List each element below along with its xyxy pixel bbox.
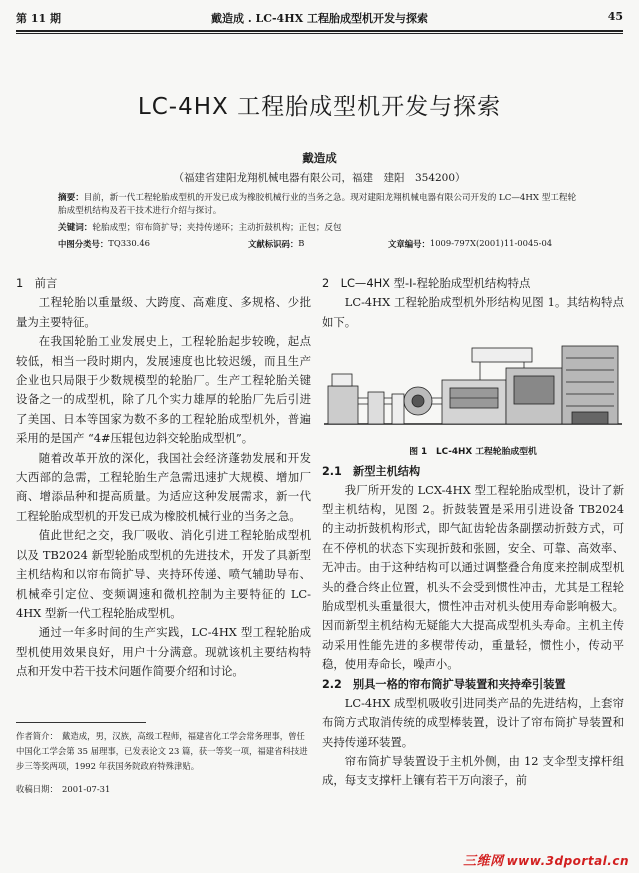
author-affiliation: （福建省建阳龙翔机械电器有限公司，福建 建阳 354200） bbox=[173, 172, 466, 184]
header-rule-thick bbox=[16, 30, 623, 32]
watermark-cn: 三维网 bbox=[463, 854, 504, 869]
keywords bbox=[58, 222, 578, 235]
doc-code-label: 文献标识码： bbox=[248, 239, 299, 249]
subsection-2-1-heading: 2.1 新型主机结构 bbox=[322, 464, 421, 478]
doc-code-value: B bbox=[298, 238, 305, 248]
intro-paragraph: 随着改革开放的深化，我国社会经济蓬勃发展和开发大西部的急需，工程轮胎生产急需迅速扩大规模、增加厂商、增添品种和提高质量。为适应这种发展需求，新一代工程轮胎成型机的开发已成为橡胶机械行业的当务之急。 bbox=[16, 450, 311, 523]
subsection-2-2-paragraph: LC-4HX 成型机吸收引进同类产品的先进结构，上套帘布筒方式取消传统的成型棒装置，设计了帘布筒扩导装置和夹持传递环装置。 bbox=[322, 695, 624, 749]
running-title: 戴造成 . LC-4HX 工程胎成型机开发与探索 bbox=[211, 12, 428, 25]
watermark bbox=[463, 850, 629, 869]
article-number-value: 1009-797X(2001)11-0045-04 bbox=[429, 238, 553, 248]
watermark-url: www.3dportal.cn bbox=[506, 854, 629, 868]
issue-number: 第 11 期 bbox=[16, 12, 61, 25]
article-number-label: 文章编号： bbox=[388, 239, 430, 249]
page-number: 45 bbox=[607, 10, 623, 23]
clc-label: 中图分类号： bbox=[58, 239, 109, 249]
figure-1-machine-drawing bbox=[322, 338, 624, 433]
abstract-text: 目前，新一代工程轮胎成型机的开发已成为橡胶机械行业的当务之急。现对建阳龙翔机械电器有限公司开发的 LC—4HX 型工程轮胎成型机结构及若干技术进行介绍与探讨。 bbox=[58, 193, 577, 216]
subsection-2-1-text: 我厂所开发的 LCX-4HX 型工程轮胎成型机，设计了新型主机结构，见图 2。折鼓装置是采用引进设备 TB2024 的主动折鼓机构形式，即气缸齿轮齿条副摆动折鼓方式，可在不停机的状态下实现折鼓和张圆，安全、可靠、高效率、无冲击。由于这种结构可以通过调整叠合角度来控制成型机头的叠合终止位置，机头不会受到惯性冲击，尤其是工程轮胎成型机头重量很大，惯性冲击对机头使用寿命影响极大。因而新型主机结构无疑能大大提高成型机头寿命。主机主传动采用性能先进的多楔带传动，重量轻，惯性小，传动平稳，使用寿命长，噪声小。 bbox=[322, 482, 624, 672]
figure-1-caption: 图 1 LC-4HX 工程轮胎成型机 bbox=[409, 446, 537, 457]
intro-paragraph: 工程轮胎以重量级、大跨度、高难度、多规格、少批量为主要特征。 bbox=[16, 295, 311, 329]
running-header bbox=[16, 6, 623, 28]
author-bio: 作者简介： 戴造成，男，汉族，高级工程师，福建省化工学会常务理事，曾任中国化工学会第 35 届理事，已发表论文 23 篇，获一等奖一项，福建省科技进步三等奖两项，1992 年获国务院政府特殊津贴。 bbox=[16, 731, 308, 771]
subsection-2-2-heading: 2.2 别具一格的帘布筒扩导装置和夹持牵引装置 bbox=[322, 677, 566, 691]
keywords-text: 轮胎成型；帘布筒扩导；夹持传递环；主动折鼓机构；正包；反包 bbox=[92, 223, 342, 233]
intro-paragraph: 在我国轮胎工业发展史上，工程轮胎起步较晚，起点较低，相当一段时期内，发展速度也比较迟缓，而且生产企业也只局限于少数规模型的轮胎厂。生产工程轮胎关键设备之一的成型机，除了几个实力雄厚的轮胎厂先后引进了美国、日本等国家为数不多的工程轮胎成型机外，普遍采用的是国产 “4#压辊包边斜交轮胎成型机”。 bbox=[16, 334, 311, 446]
section-2-intro: LC-4HX 工程轮胎成型机外形结构见图 1。其结构特点如下。 bbox=[322, 295, 624, 329]
section-1-heading: 1 前言 bbox=[16, 276, 58, 290]
subsection-2-2-paragraph: 帘布筒扩导装置设于主机外侧，由 12 支伞型支撑杆组成，每支支撑杆上镶有若干万向滚子，前 bbox=[322, 753, 624, 788]
paper-title: LC-4HX 工程胎成型机开发与探索 bbox=[137, 94, 502, 120]
abstract-label: 摘要： bbox=[58, 193, 84, 203]
intro-paragraph: 值此世纪之交，我厂吸收、消化引进工程轮胎成型机以及 TB2024 新型轮胎成型机的先进技术，开发了具新型主机结构和以帘布筒扩导、夹持环传递、喷气辅助导布、机械牵引定位、变频调速和微机控制为主要特征的 LC-4HX 型新一代工程轮胎成型机。 bbox=[16, 528, 311, 620]
footnote bbox=[16, 722, 311, 797]
header-rule-thin bbox=[16, 33, 623, 34]
received-date: 收稿日期： 2001-07-31 bbox=[16, 784, 111, 794]
author-name: 戴造成 bbox=[302, 151, 337, 165]
clc-value: TQ330.46 bbox=[108, 238, 151, 248]
left-column bbox=[16, 274, 311, 682]
keywords-label: 关键词： bbox=[58, 223, 93, 233]
right-column bbox=[322, 274, 624, 791]
footnote-rule bbox=[16, 722, 146, 723]
section-2-heading: 2 LC—4HX 型-I-程轮胎成型机结构特点 bbox=[322, 276, 531, 290]
intro-paragraph: 通过一年多时间的生产实践，LC-4HX 型工程轮胎成型机使用效果良好，用户十分满意。现就该机主要结构特点和开发中若干技术问题作简要介绍和讨论。 bbox=[16, 625, 311, 679]
abstract bbox=[58, 192, 578, 218]
